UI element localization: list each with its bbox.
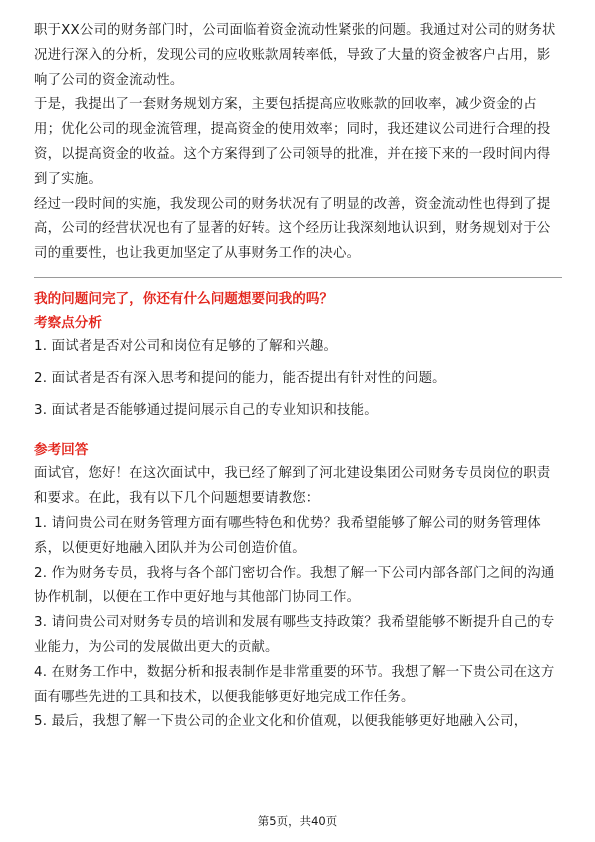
- reference-intro: 面试官，您好！在这次面试中，我已经了解到了河北建设集团公司财务专员岗位的职责和要求。在此，我有以下几个问题想要请教您：: [34, 466, 551, 507]
- reference-item: 2. 作为财务专员，我将与各个部门密切合作。我想了解一下公司内部各部门之间的沟通协作机制，以便在工作中更好地与其他部门协同工作。: [34, 565, 555, 606]
- analysis-item: 3. 面试者是否能够通过提问展示自己的专业知识和技能。: [34, 402, 378, 418]
- analysis-item: 1. 面试者是否对公司和岗位有足够的了解和兴趣。: [34, 338, 338, 354]
- section-divider: [34, 277, 562, 278]
- page-content: [34, 19, 562, 735]
- reference-item: 4. 在财务工作中，数据分析和报表制作是非常重要的环节。我想了解一下贵公司在这方面有哪些先进的工具和技术，以便我能够更好地完成工作任务。: [34, 664, 555, 705]
- reference-item: 5. 最后，我想了解一下贵公司的企业文化和价值观，以便我能够更好地融入公司，: [34, 714, 528, 730]
- reference-list: [34, 512, 562, 735]
- page-number: 第5页，共40页: [257, 814, 338, 828]
- answer-paragraph: 于是，我提出了一套财务规划方案，主要包括提高应收账款的回收率，减少资金的占用；优化公司的现金流管理，提高资金的使用效率；同时，我还建议公司进行合理的投资，以提高资金的收益。这个方案得到了公司领导的批准，并在接下来的一段时间内得到了实施。: [34, 97, 551, 187]
- interview-question: 我的问题问完了，你还有什么问题想要问我的吗？: [34, 290, 334, 307]
- reference-item: 1. 请问贵公司在财务管理方面有哪些特色和优势？我希望能够了解公司的财务管理体系，以便更好地融入团队并为公司创造价值。: [34, 515, 541, 556]
- reference-item: 3. 请问贵公司对财务专员的培训和发展有哪些支持政策？我希望能够不断提升自己的专业能力，为公司的发展做出更大的贡献。: [34, 615, 555, 655]
- analysis-list: [34, 335, 562, 423]
- analysis-item: 2. 面试者是否有深入思考和提问的能力，能否提出有针对性的问题。: [34, 370, 446, 386]
- answer-paragraph: 职于XX公司的财务部门时，公司面临着资金流动性紧张的问题。我通过对公司的财务状况进行深入的分析，发现公司的应收账款周转率低，导致了大量的资金被客户占用，影响了公司的资金流动性。: [34, 23, 556, 88]
- reference-heading: 参考回答: [34, 442, 89, 459]
- answer-paragraph: 经过一段时间的实施，我发现公司的财务状况有了明显的改善，资金流动性也得到了提高，公司的经营状况也有了显著的好转。这个经历让我深刻地认识到，财务规划对于公司的重要性，也让我更加坚定了从事财务工作的决心。: [34, 196, 551, 262]
- analysis-heading: 考察点分析: [34, 314, 102, 331]
